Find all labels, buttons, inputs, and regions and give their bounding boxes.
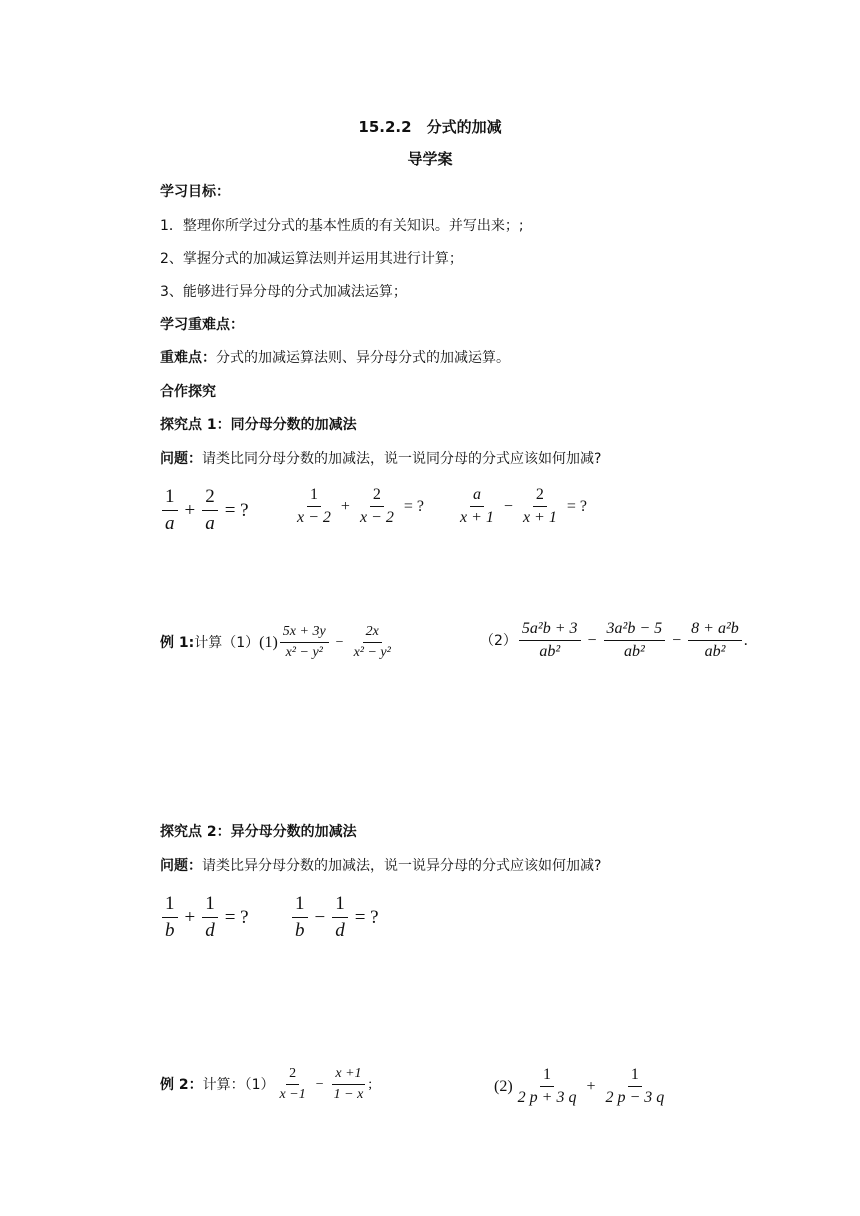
- numerator: 8 + a²b: [688, 620, 742, 641]
- point1-question-label: 问题：: [160, 451, 202, 467]
- example2-part1: [160, 1066, 372, 1103]
- point2-question-text: 请类比异分母分数的加减法，说一说异分母的分式应该如何加减?: [202, 858, 602, 874]
- numerator: 5x + 3y: [280, 624, 329, 643]
- operator: −: [314, 906, 326, 928]
- numerator: 1: [307, 486, 321, 507]
- part-prefix: （2）: [480, 632, 517, 649]
- point2-question-label: 问题：: [160, 858, 202, 874]
- denominator: x² − y²: [285, 645, 323, 660]
- cooperation-heading: 合作探究: [160, 384, 216, 400]
- point1-question-text: 请类比同分母分数的加减法，说一说同分母的分式应该如何加减?: [202, 451, 602, 467]
- operator: +: [184, 499, 196, 521]
- part-prefix: (2): [494, 1077, 513, 1095]
- semicolon: ;: [368, 1076, 373, 1092]
- denominator: x −1: [279, 1087, 306, 1102]
- point1-heading: 探究点 1：同分母分数的加减法: [160, 417, 357, 433]
- numerator: 2: [533, 486, 547, 507]
- denominator: a: [205, 513, 215, 534]
- numerator: x +1: [332, 1066, 364, 1085]
- operator: −: [503, 497, 513, 515]
- numerator: 1: [292, 893, 308, 918]
- denominator: b: [295, 920, 305, 941]
- numerator: 2x: [363, 624, 382, 643]
- numerator: 1: [202, 893, 218, 918]
- objective-2: 2、掌握分式的加减运算法则并运用其进行计算；: [160, 251, 463, 267]
- denominator: ab²: [539, 643, 561, 660]
- denominator: x + 1: [460, 509, 494, 526]
- expr-1c: [455, 486, 592, 527]
- example1-label: 例 1:: [160, 634, 195, 651]
- denominator: d: [205, 920, 215, 941]
- denominator: 2 p + 3 q: [517, 1089, 577, 1106]
- expr-1a: [160, 486, 254, 535]
- operator: −: [335, 634, 344, 650]
- example1-part2: [480, 620, 748, 661]
- equals-question: = ?: [403, 497, 424, 515]
- example1-part1: [160, 624, 396, 661]
- operator: +: [184, 906, 196, 928]
- page-subtitle: 导学案: [407, 150, 453, 168]
- operator: −: [587, 631, 597, 649]
- point1-question: [160, 449, 601, 469]
- point2-heading: 探究点 2：异分母分数的加减法: [160, 824, 357, 840]
- example2-part2: [494, 1066, 669, 1107]
- denominator: a: [165, 513, 175, 534]
- denominator: x − 2: [359, 509, 394, 526]
- example2-label: 例 2：: [160, 1076, 203, 1093]
- numerator: 5a²b + 3: [519, 620, 581, 641]
- numerator: 1: [540, 1066, 554, 1087]
- equals-question: = ?: [224, 499, 249, 521]
- key-points-label: 重难点：: [160, 350, 216, 366]
- page-title: 15.2.2 分式的加减: [358, 118, 502, 136]
- equals-question: = ?: [224, 906, 249, 928]
- numerator: 1: [332, 893, 348, 918]
- expr-2b: [290, 893, 384, 942]
- key-points-heading: 学习重难点：: [160, 317, 244, 333]
- part-prefix: (1): [259, 633, 278, 651]
- equals-question: = ?: [566, 497, 587, 515]
- numerator: 2: [286, 1066, 299, 1085]
- denominator: ab²: [704, 643, 726, 660]
- example2-text: 计算：（1）: [202, 1076, 275, 1093]
- denominator: x² − y²: [353, 645, 391, 660]
- denominator: 1 − x: [333, 1087, 364, 1102]
- expr-2a: [160, 893, 254, 942]
- denominator: ab²: [623, 643, 645, 660]
- point2-question: [160, 856, 601, 876]
- denominator: d: [335, 920, 345, 941]
- period: .: [743, 631, 748, 649]
- numerator: 1: [628, 1066, 642, 1087]
- operator: −: [315, 1076, 324, 1092]
- numerator: 1: [162, 486, 178, 511]
- numerator: 2: [202, 486, 218, 511]
- operator: +: [586, 1077, 596, 1095]
- objective-1: 1．整理你所学过分式的基本性质的有关知识。并写出来；;: [160, 218, 524, 234]
- denominator: 2 p − 3 q: [605, 1089, 665, 1106]
- operator: +: [340, 497, 350, 515]
- denominator: x + 1: [522, 509, 557, 526]
- key-points-line: [160, 348, 510, 368]
- numerator: 3a²b − 5: [604, 620, 666, 641]
- numerator: 1: [162, 893, 178, 918]
- example1-text: 计算（1）: [194, 634, 260, 651]
- key-points-text: 分式的加减运算法则、异分母分式的加减运算。: [216, 350, 510, 366]
- objectives-heading: 学习目标：: [160, 184, 230, 200]
- denominator: x − 2: [297, 509, 331, 526]
- objective-3: 3、能够进行异分母的分式加减法运算；: [160, 284, 407, 300]
- operator: −: [672, 631, 682, 649]
- denominator: b: [165, 920, 175, 941]
- numerator: 2: [370, 486, 384, 507]
- equals-question: = ?: [354, 906, 379, 928]
- expr-1b: [292, 486, 429, 527]
- numerator: a: [470, 486, 484, 507]
